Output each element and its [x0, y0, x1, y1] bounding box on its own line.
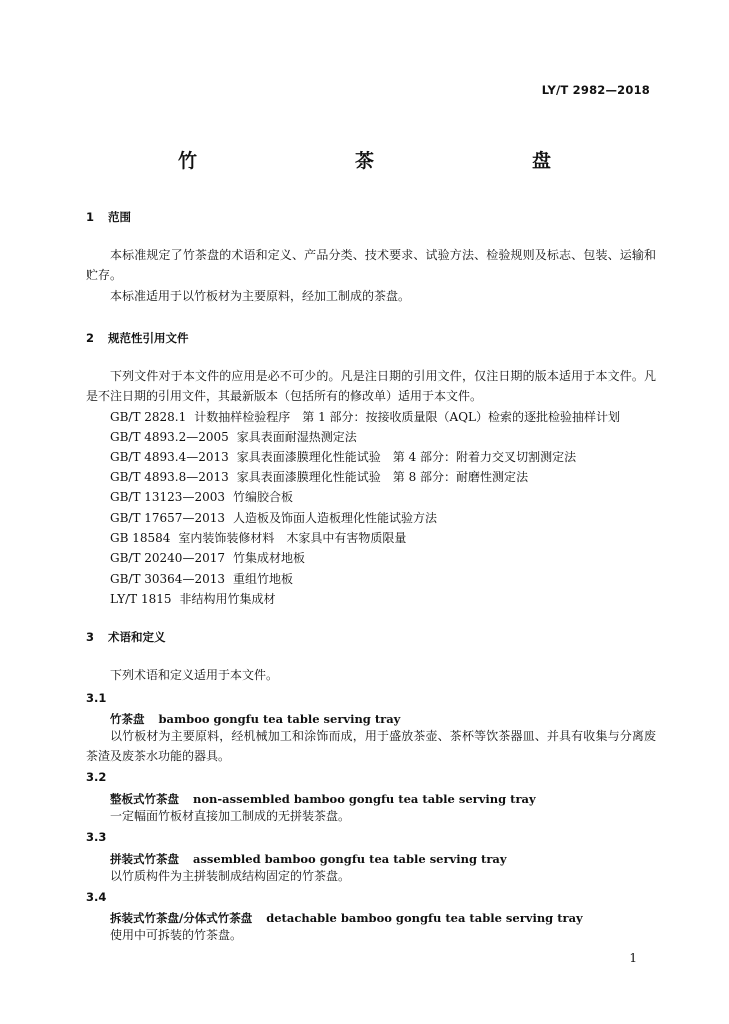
reference-code: GB/T 2828.1 — [110, 410, 187, 424]
section-title: 规范性引用文件 — [108, 331, 189, 345]
clause-number: 3.4 — [86, 890, 107, 904]
reference-title: 竹集成材地板 — [232, 551, 305, 565]
term-chinese: 拼装式竹茶盘 — [110, 852, 179, 866]
reference-item — [110, 570, 293, 587]
term-definition: 以竹板材为主要原料，经机械加工和涂饰而成，用于盛放茶壶、茶杯等饮茶器皿、并具有收集与分离废茶渣及废茶水功能的器具。 — [86, 729, 656, 763]
section-3-heading — [86, 629, 166, 645]
clause-number: 3.3 — [86, 830, 107, 844]
section-title: 范围 — [108, 210, 131, 224]
term-definition: 使用中可拆装的竹茶盘。 — [110, 928, 243, 942]
reference-title: 竹编胶合板 — [232, 490, 293, 504]
section-number: 2 — [86, 331, 95, 345]
reference-title: 室内装饰装修材料 木家具中有害物质限量 — [178, 531, 407, 545]
term-entry — [110, 711, 400, 727]
reference-code: GB/T 30364—2013 — [110, 572, 225, 586]
reference-item — [110, 448, 576, 465]
term-english: bamboo gongfu tea table serving tray — [158, 712, 401, 726]
reference-item — [110, 529, 406, 546]
reference-code: GB/T 13123—2003 — [110, 490, 225, 504]
term-english: assembled bamboo gongfu tea table serving tray — [193, 852, 507, 866]
reference-code: GB/T 20240—2017 — [110, 551, 225, 565]
term-definition: 以竹质构件为主拼装制成结构固定的竹茶盘。 — [110, 869, 351, 883]
clause-number: 3.1 — [86, 691, 107, 705]
term-chinese: 竹茶盘 — [110, 712, 145, 726]
term-english: detachable bamboo gongfu tea table serving tray — [266, 911, 583, 925]
term-chinese: 整板式竹茶盘 — [110, 792, 179, 806]
reference-title: 家具表面耐湿热测定法 — [236, 430, 357, 444]
term-english: non-assembled bamboo gongfu tea table serving tray — [193, 792, 536, 806]
section-number: 1 — [86, 210, 95, 224]
reference-code: GB 18584 — [110, 531, 171, 545]
reference-item — [110, 549, 305, 566]
reference-code: LY/T 1815 — [110, 592, 172, 606]
reference-code: GB/T 4893.8—2013 — [110, 470, 229, 484]
reference-title: 非结构用竹集成材 — [179, 592, 276, 606]
term-entry — [110, 851, 507, 867]
section-title: 术语和定义 — [108, 630, 166, 644]
scope-paragraph-2: 本标准适用于以竹板材为主要原料，经加工制成的茶盘。 — [110, 289, 411, 303]
clause-number: 3.2 — [86, 770, 107, 784]
term-entry — [110, 791, 536, 807]
terms-intro: 下列术语和定义适用于本文件。 — [110, 668, 279, 682]
reference-code: GB/T 17657—2013 — [110, 511, 225, 525]
reference-title: 重组竹地板 — [232, 572, 293, 586]
reference-title: 人造板及饰面人造板理化性能试验方法 — [232, 511, 437, 525]
reference-item — [110, 468, 528, 485]
reference-title: 家具表面漆膜理化性能试验 第 8 部分：耐磨性测定法 — [236, 470, 529, 484]
reference-title: 计数抽样检验程序 第 1 部分：按接收质量限（AQL）检索的逐批检验抽样计划 — [194, 410, 621, 424]
references-intro: 下列文件对于本文件的应用是必不可少的。凡是注日期的引用文件，仅注日期的版本适用于本文件。凡是不注日期的引用文件，其最新版本（包括所有的修改单）适用于本文件。 — [86, 369, 656, 403]
scope-paragraph-1: 本标准规定了竹茶盘的术语和定义、产品分类、技术要求、试验方法、检验规则及标志、包装、运输和贮存。 — [86, 248, 656, 282]
section-number: 3 — [86, 630, 95, 644]
reference-code: GB/T 4893.2—2005 — [110, 430, 229, 444]
reference-code: GB/T 4893.4—2013 — [110, 450, 229, 464]
term-chinese: 拆装式竹茶盘/分体式竹茶盘 — [110, 911, 253, 925]
term-definition: 一定幅面竹板材直接加工制成的无拼装茶盘。 — [110, 809, 351, 823]
term-entry — [110, 910, 583, 926]
reference-item — [110, 408, 620, 425]
page-number: 1 — [629, 951, 637, 965]
document-title: 竹 茶 盘 — [177, 150, 591, 172]
standard-number: LY/T 2982—2018 — [541, 83, 650, 97]
reference-title: 家具表面漆膜理化性能试验 第 4 部分：附着力交叉切割测定法 — [236, 450, 577, 464]
reference-item — [110, 428, 357, 445]
reference-item — [110, 488, 293, 505]
reference-item — [110, 590, 276, 607]
section-2-heading — [86, 330, 189, 346]
section-1-heading — [86, 209, 131, 225]
reference-item — [110, 509, 437, 526]
